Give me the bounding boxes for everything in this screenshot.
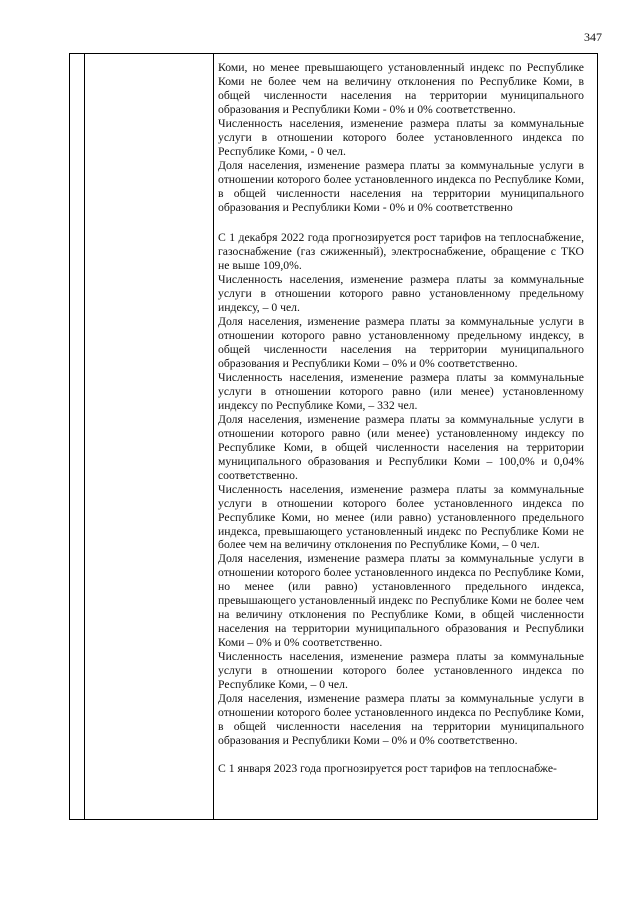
table-column-divider-1: [84, 54, 85, 819]
paragraph: Численность населения, изменение размера платы за коммунальные услуги в отношении которого более установленного индекса по Республике Коми, – 0 чел.: [218, 650, 584, 691]
paragraph: Численность населения, изменение размера платы за коммунальные услуги в отношении которого более установленного индекса по Республике Коми, но менее (или равно) установленного предельного индекса, превышающего установленный индекс по Республике Коми не более чем на величину отклонения по Республике Коми, – 0 чел.: [218, 482, 584, 552]
document-table: [69, 53, 598, 820]
paragraph: Доля населения, изменение размера платы за коммунальные услуги в отношении которого более установленного индекса по Республике Коми, но менее (или равно) установленного предельного индекса, превышающего установленный индекс по Республике Коми не более чем на величину отклонения по Республике Коми, в общей численности населения на территории муниципального образования и Республики Коми – 0% и 0% соответственно.: [218, 552, 584, 650]
paragraph: Доля населения, изменение размера платы за коммунальные услуги в отношении которого более установленного индекса по Республике Коми, в общей численности населения на территории муниципального образования и Республики Коми – 0% и 0% соответственно.: [218, 691, 584, 747]
paragraph: Коми, но менее превышающего установленный индекс по Республике Коми не более чем на величину отклонения по Республике Коми, в общей численности населения на территории муниципального образования и Республики Коми - 0% и 0% соответственно.: [218, 61, 584, 116]
paragraph: Доля населения, изменение размера платы за коммунальные услуги в отношении которого равно (или менее) установленному индексу по Республике Коми, в общей численности населения на территории муниципального образования и Республики Коми – 100,0% и 0,04% соответственно.: [218, 412, 584, 482]
table-text-cell: [218, 61, 584, 776]
paragraph: Доля населения, изменение размера платы за коммунальные услуги в отношении которого равно установленному предельному индексу, в общей численности населения на территории муниципального образования и Республики Коми – 0% и 0% соответственно.: [218, 315, 584, 371]
paragraph: Доля населения, изменение размера платы за коммунальные услуги в отношении которого более установленного индекса по Республике Коми, в общей численности населения на территории муниципального образования и Республики Коми - 0% и 0% соответственно: [218, 158, 584, 214]
paragraph: Численность населения, изменение размера платы за коммунальные услуги в отношении которого равно установленному предельному индексу, – 0 чел.: [218, 273, 584, 315]
paragraph-spacer: [218, 748, 584, 762]
paragraph: Численность населения, изменение размера платы за коммунальные услуги в отношении которого равно (или менее) установленному индексу по Республике Коми, – 332 чел.: [218, 371, 584, 412]
paragraph: С 1 декабря 2022 года прогнозируется рост тарифов на теплоснабжение, газоснабжение (газ сжиженный), электроснабжение, обращение с ТКО не выше 109,0%.: [218, 231, 584, 273]
table-column-divider-2: [213, 54, 214, 819]
paragraph: С 1 января 2023 года прогнозируется рост тарифов на теплоснабже-: [218, 761, 557, 775]
paragraph: Численность населения, изменение размера платы за коммунальные услуги в отношении которого более установленного индекса по Республике Коми, - 0 чел.: [218, 116, 584, 158]
paragraph-spacer: [218, 214, 584, 231]
page-number: 347: [584, 30, 602, 44]
